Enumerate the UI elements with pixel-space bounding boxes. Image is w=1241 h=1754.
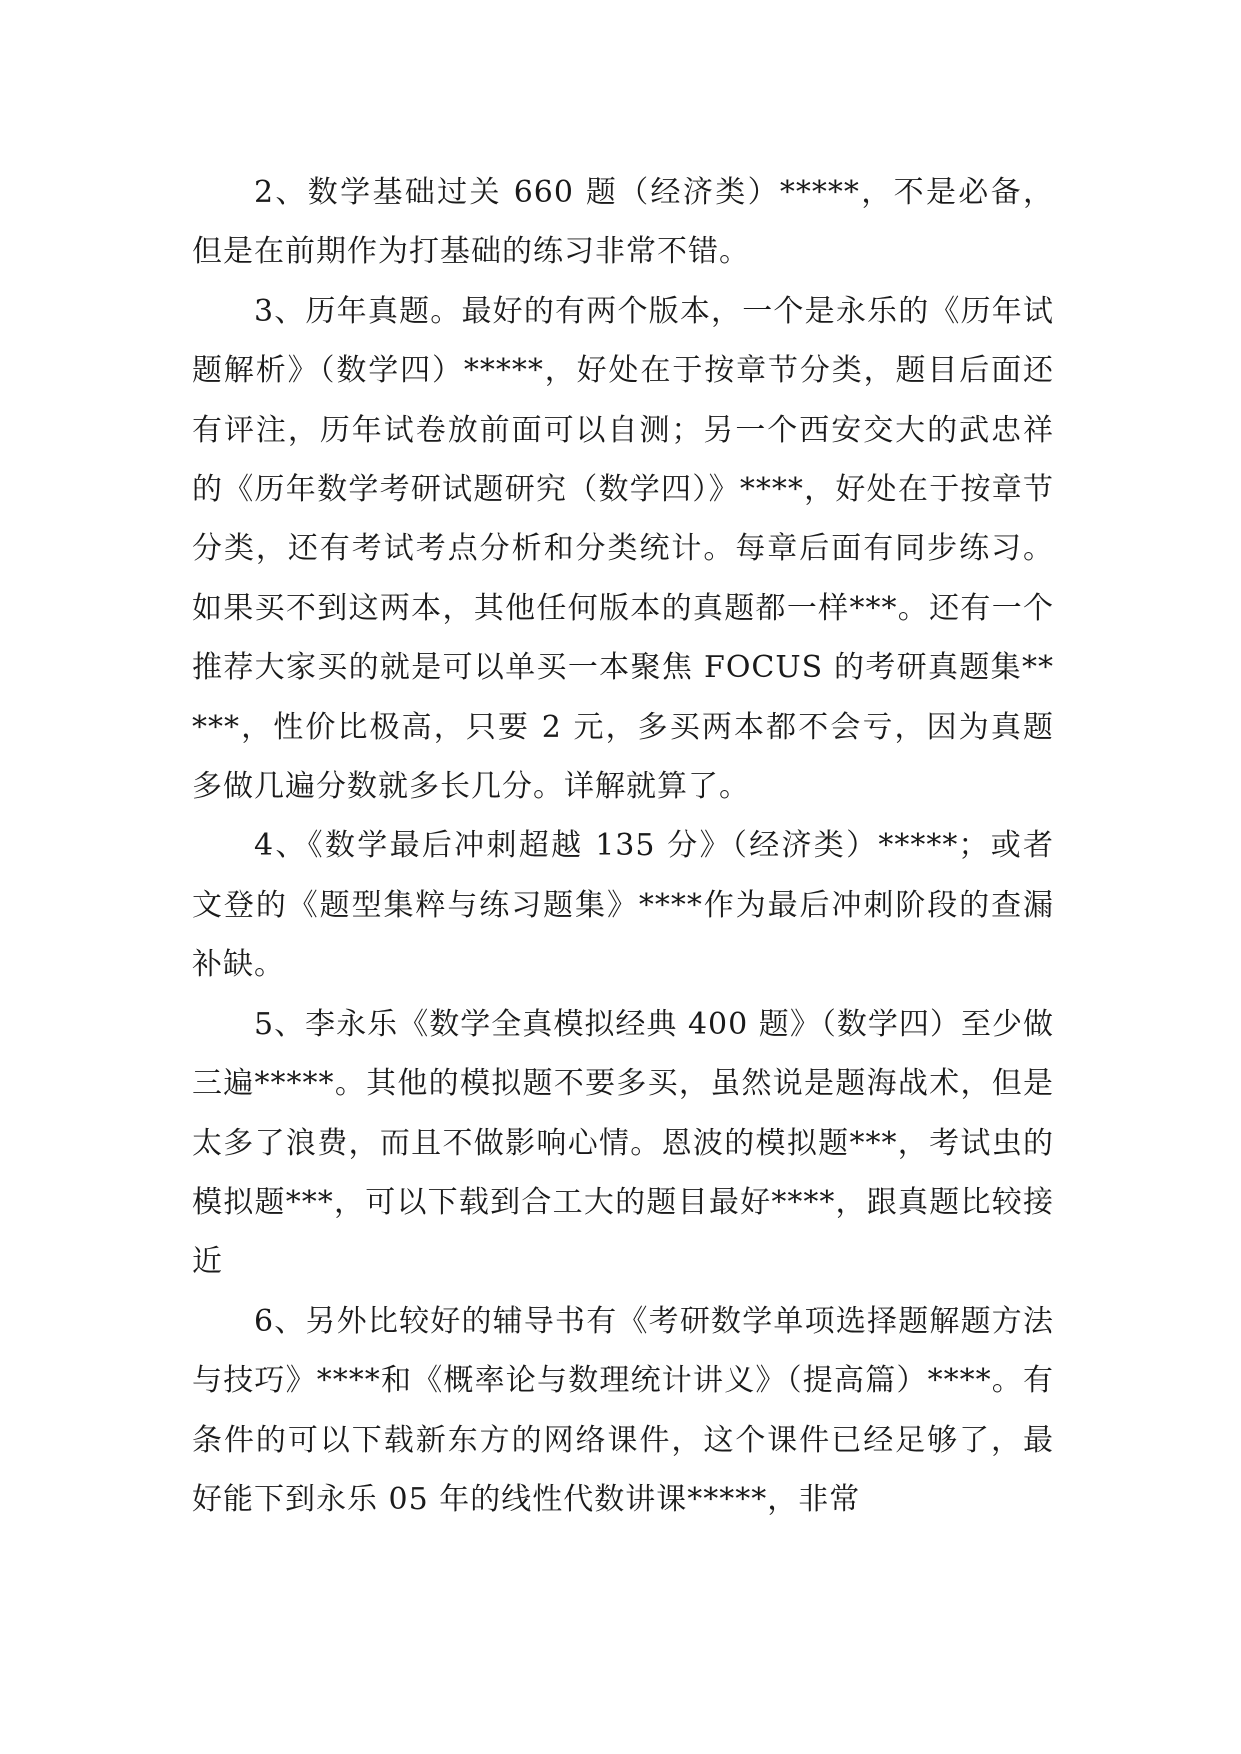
paragraph-item-4: 4、《数学最后冲刺超越 135 分》（经济类）*****；或者文登的《题型集粹与练习题集》****作为最后冲刺阶段的查漏补缺。 [192, 828, 1054, 983]
paragraph-item-6: 6、另外比较好的辅导书有《考研数学单项选择题解题方法与技巧》****和《概率论与数理统计讲义》（提高篇）****。有条件的可以下载新东方的网络课件，这个课件已经足够了，最好能下到永乐 05 年的线性代数讲课*****，非常 [192, 1303, 1054, 1517]
document-body [192, 163, 1054, 1529]
paragraph-item-2: 2、数学基础过关 660 题（经济类）*****，不是必备，但是在前期作为打基础的练习非常不错。 [192, 175, 1054, 270]
paragraph-item-3: 3、历年真题。最好的有两个版本，一个是永乐的《历年试题解析》（数学四）*****，好处在于按章节分类，题目后面还有评注，历年试卷放前面可以自测；另一个西安交大的武忠祥的《历年数学考研试题研究（数学四）》****，好处在于按章节分类，还有考试考点分析和分类统计。每章后面有同步练习。如果买不到这两本，其他任何版本的真题都一样***。还有一个推荐大家买的就是可以单买一本聚焦 FOCUS 的考研真题集*****，性价比极高，只要 2 元，多买两本都不会亏，因为真题多做几遍分数就多长几分。详解就算了。 [192, 293, 1054, 805]
paragraph-item-5: 5、李永乐《数学全真模拟经典 400 题》（数学四）至少做三遍*****。其他的模拟题不要多买，虽然说是题海战术，但是太多了浪费，而且不做影响心情。恩波的模拟题***，考试虫的模拟题***，可以下载到合工大的题目最好****，跟真题比较接近 [192, 1006, 1054, 1280]
